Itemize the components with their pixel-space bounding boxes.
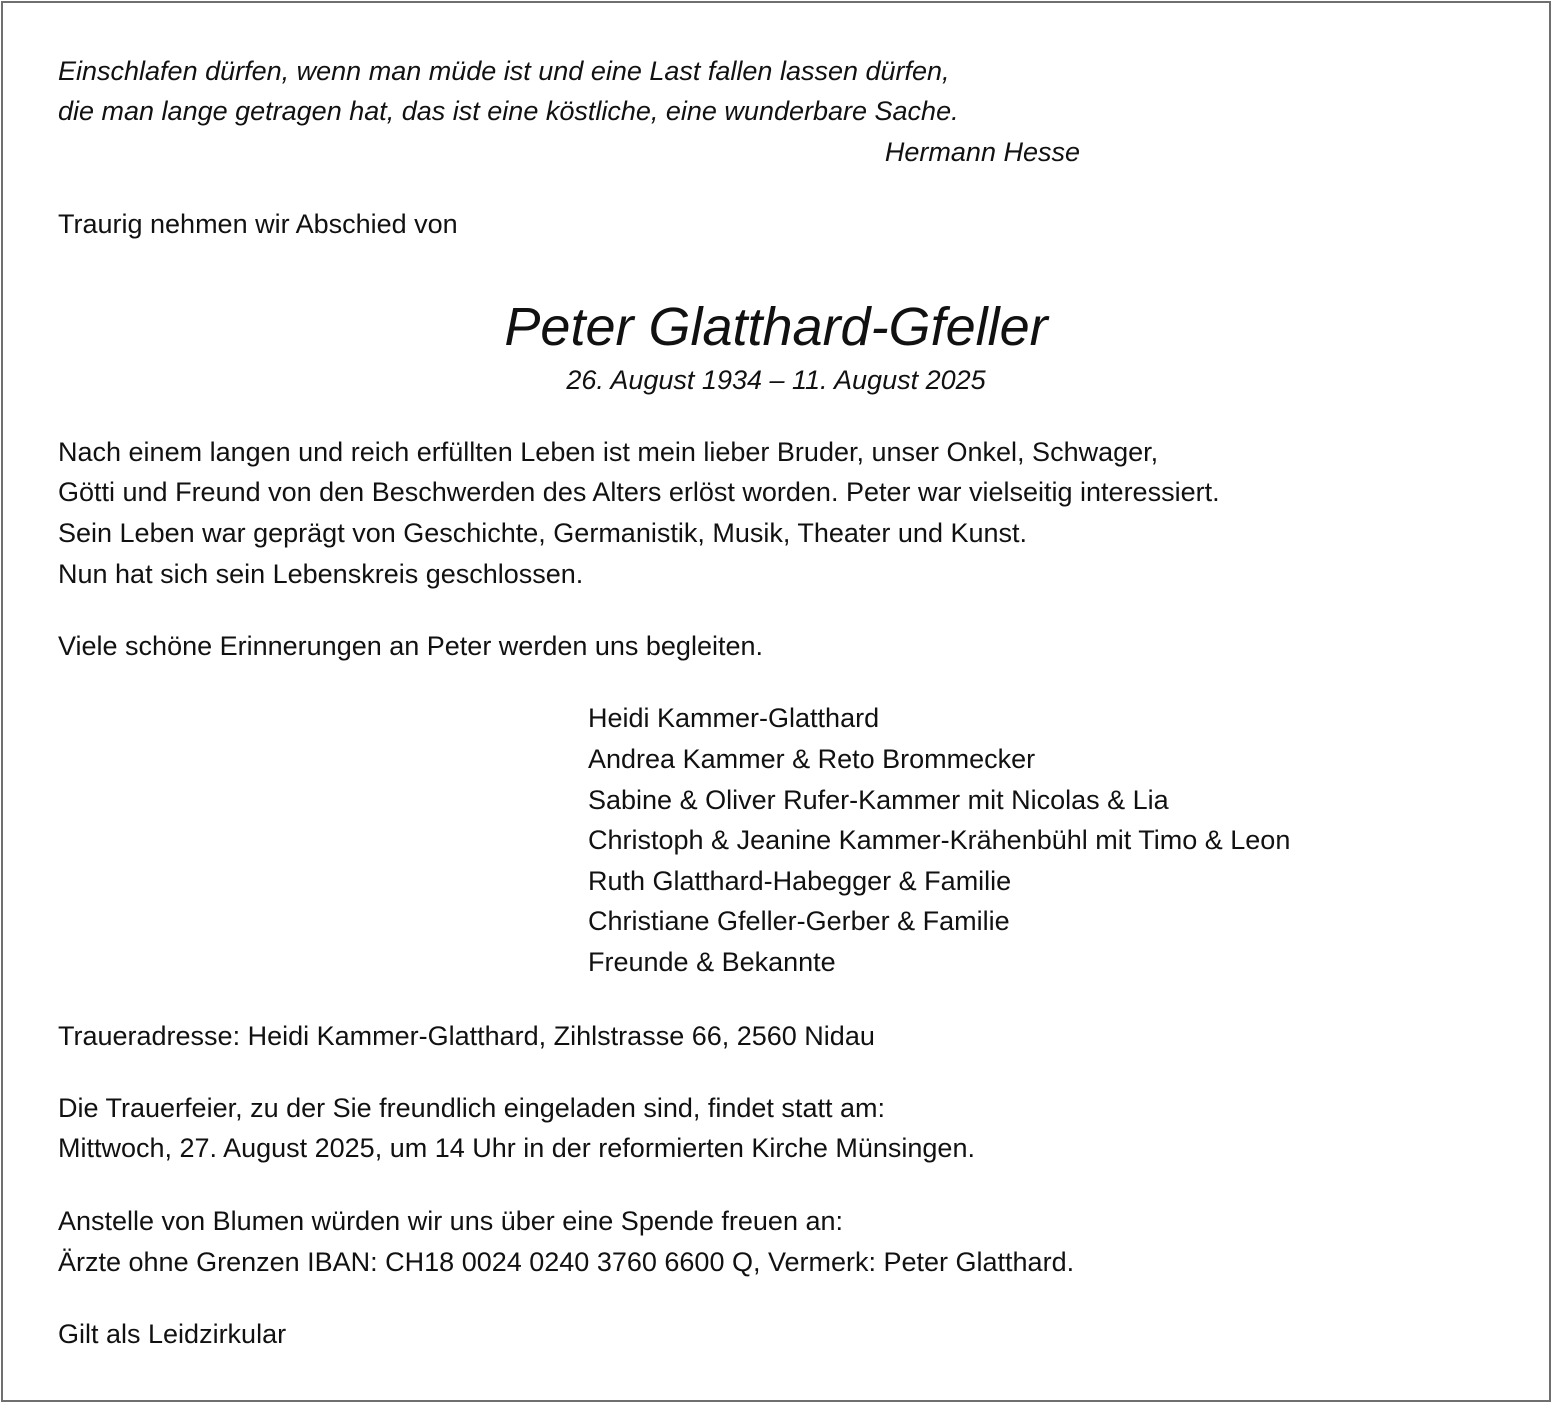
tribute-line-3: Sein Leben war geprägt von Geschichte, Germanistik, Musik, Theater und Kunst. — [58, 518, 1028, 548]
service-line-2: Mittwoch, 27. August 2025, um 14 Uhr in der reformierten Kirche Münsingen. — [58, 1133, 975, 1163]
memories-text: Viele schöne Erinnerungen an Peter werden uns begleiten. — [58, 631, 763, 661]
deceased-name: Peter Glatthard-Gfeller — [504, 297, 1048, 357]
mourner-4: Christoph & Jeanine Kammer-Krähenbühl mit Timo & Leon — [588, 825, 1291, 855]
mourner-3: Sabine & Oliver Rufer-Kammer mit Nicolas & Lia — [588, 785, 1169, 815]
intro-text: Traurig nehmen wir Abschied von — [58, 209, 458, 239]
tribute-line-4: Nun hat sich sein Lebenskreis geschlossen. — [58, 559, 584, 589]
donation-line-2: Ärzte ohne Grenzen IBAN: CH18 0024 0240 3760 6600 Q, Vermerk: Peter Glatthard. — [58, 1247, 1075, 1277]
deceased-dates: 26. August 1934 – 11. August 2025 — [566, 365, 986, 395]
mourner-2: Andrea Kammer & Reto Brommecker — [588, 744, 1036, 774]
quote-line-2: die man lange getragen hat, das ist eine köstliche, eine wunderbare Sache. — [58, 96, 959, 126]
mourning-address: Traueradresse: Heidi Kammer-Glatthard, Zihlstrasse 66, 2560 Nidau — [58, 1021, 875, 1051]
mourner-5: Ruth Glatthard-Habegger & Familie — [588, 866, 1012, 896]
mourner-7: Freunde & Bekannte — [588, 947, 836, 977]
footer-note: Gilt als Leidzirkular — [58, 1319, 287, 1349]
quote-author: Hermann Hesse — [884, 137, 1080, 167]
mourner-6: Christiane Gfeller-Gerber & Familie — [588, 906, 1010, 936]
donation-line-1: Anstelle von Blumen würden wir uns über eine Spende freuen an: — [58, 1206, 843, 1236]
mourner-1: Heidi Kammer-Glatthard — [588, 703, 880, 733]
quote-line-1: Einschlafen dürfen, wenn man müde ist und eine Last fallen lassen dürfen, — [58, 56, 950, 86]
service-line-1: Die Trauerfeier, zu der Sie freundlich eingeladen sind, findet statt am: — [58, 1093, 885, 1123]
tribute-line-1: Nach einem langen und reich erfüllten Leben ist mein lieber Bruder, unser Onkel, Schwager, — [58, 437, 1159, 467]
tribute-line-2: Götti und Freund von den Beschwerden des Alters erlöst worden. Peter war vielseitig interessiert. — [58, 477, 1220, 507]
